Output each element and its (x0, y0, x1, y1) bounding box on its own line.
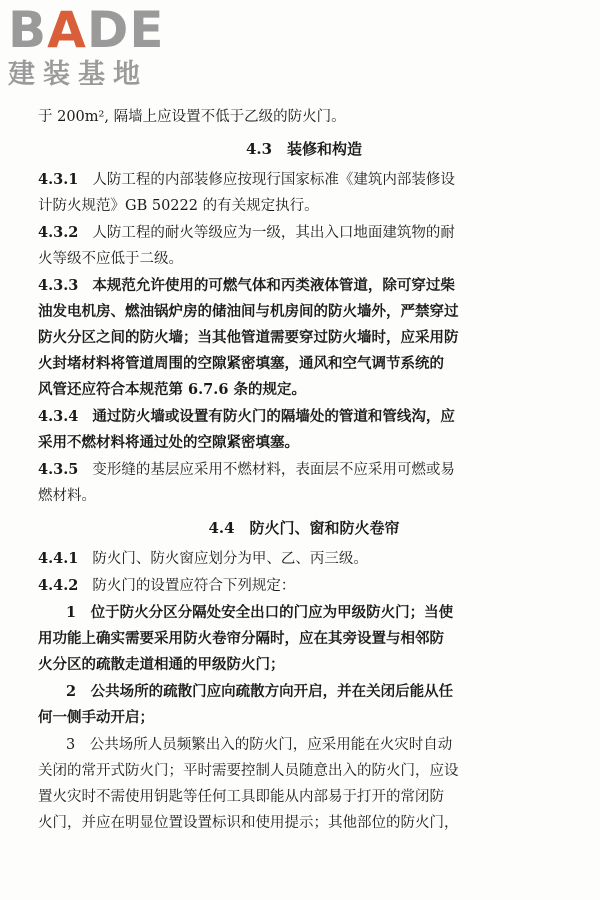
clause-number: 4.3.1 (38, 171, 79, 188)
list-item-text: 用功能上确实需要采用防火卷帘分隔时，应在其旁设置与相邻防 (38, 630, 444, 647)
section-heading-4-4: 4.4 防火门、窗和防火卷帘 (208, 519, 400, 537)
document-body (38, 104, 570, 837)
list-item-text: 何一侧手动开启； (38, 709, 154, 726)
clause-number: 4.3.4 (38, 408, 79, 425)
clause-4-3-3 (38, 273, 570, 403)
clause-4-3-4 (38, 404, 570, 456)
clause-text: 计防火规范》GB 50222 的有关规定执行。 (38, 198, 319, 214)
list-item-3 (38, 732, 570, 836)
intro-line: 于 200m², 隔墙上应设置不低于乙级的防火门。 (38, 109, 346, 125)
clause-text: 火等级不应低于二级。 (38, 251, 183, 267)
list-item-text: 火分区的疏散走道相通的甲级防火门； (38, 656, 285, 673)
logo-wordmark (8, 1, 178, 59)
clause-text: 防火门的设置应符合下列规定： (92, 578, 296, 594)
list-item-text: 2 公共场所的疏散门应向疏散方向开启，并在关闭后能从任 (66, 683, 454, 700)
list-item-text: 火门，并应在明显位置设置标识和使用提示；其他部位的防火门， (38, 815, 459, 831)
list-item-text: 关闭的常开式防火门；平时需要控制人员随意出入的防火门，应设 (38, 763, 459, 779)
list-item-2 (38, 679, 570, 731)
list-item-text: 置火灾时不需使用钥匙等任何工具即能从内部易于打开的常闭防 (38, 789, 444, 805)
clause-text: 油发电机房、燃油锅炉房的储油间与机房间的防火墙外，严禁穿过 (38, 303, 459, 320)
bade-logo (8, 1, 178, 90)
clause-text: 通过防火墙或设置有防火门的隔墙处的管道和管线沟，应 (92, 408, 455, 425)
clause-4-4-1 (38, 546, 570, 572)
section-heading-4-3: 4.3 装修和构造 (245, 140, 363, 158)
clause-text: 变形缝的基层应采用不燃材料，表面层不应采用可燃或易 (92, 462, 455, 478)
clause-text: 火封堵材料将管道周围的空隙紧密填塞，通风和空气调节系统的 (38, 355, 444, 372)
logo-letters-de: DE (86, 1, 165, 59)
clause-4-3-2 (38, 220, 570, 272)
clause-4-3-1 (38, 167, 570, 219)
clause-number: 4.3.2 (38, 224, 79, 241)
list-item-1 (38, 600, 570, 678)
list-item-text: 3 公共场所人员频繁出入的防火门，应采用能在火灾时自动 (66, 737, 453, 753)
clause-text: 风管还应符合本规范第 6.7.6 条的规定。 (38, 381, 306, 398)
clause-4-4-2 (38, 573, 570, 599)
clause-number: 4.3.3 (38, 277, 79, 294)
clause-text: 防火门、防火窗应划分为甲、乙、丙三级。 (92, 551, 368, 567)
logo-subtitle: 建装基地 (8, 59, 148, 90)
logo-letter-b: B (8, 1, 48, 59)
clause-number: 4.4.1 (38, 550, 79, 567)
clause-text: 防火分区之间的防火墙；当其他管道需要穿过防火墙时，应采用防 (38, 329, 459, 346)
clause-number: 4.4.2 (38, 577, 79, 594)
clause-text: 本规范允许使用的可燃气体和丙类液体管道，除可穿过柴 (92, 277, 455, 294)
clause-text: 人防工程的内部装修应按现行国家标准《建筑内部装修设 (92, 172, 455, 188)
logo-letter-a: A (47, 1, 87, 59)
clause-number: 4.3.5 (38, 461, 79, 478)
clause-text: 人防工程的耐火等级应为一级，其出入口地面建筑物的耐 (92, 225, 455, 241)
clause-text: 采用不燃材料将通过处的空隙紧密填塞。 (38, 434, 299, 451)
list-item-text: 1 位于防火分区分隔处安全出口的门应为甲级防火门；当使 (66, 604, 454, 621)
clause-4-3-5 (38, 457, 570, 509)
clause-text: 燃材料。 (38, 488, 96, 504)
